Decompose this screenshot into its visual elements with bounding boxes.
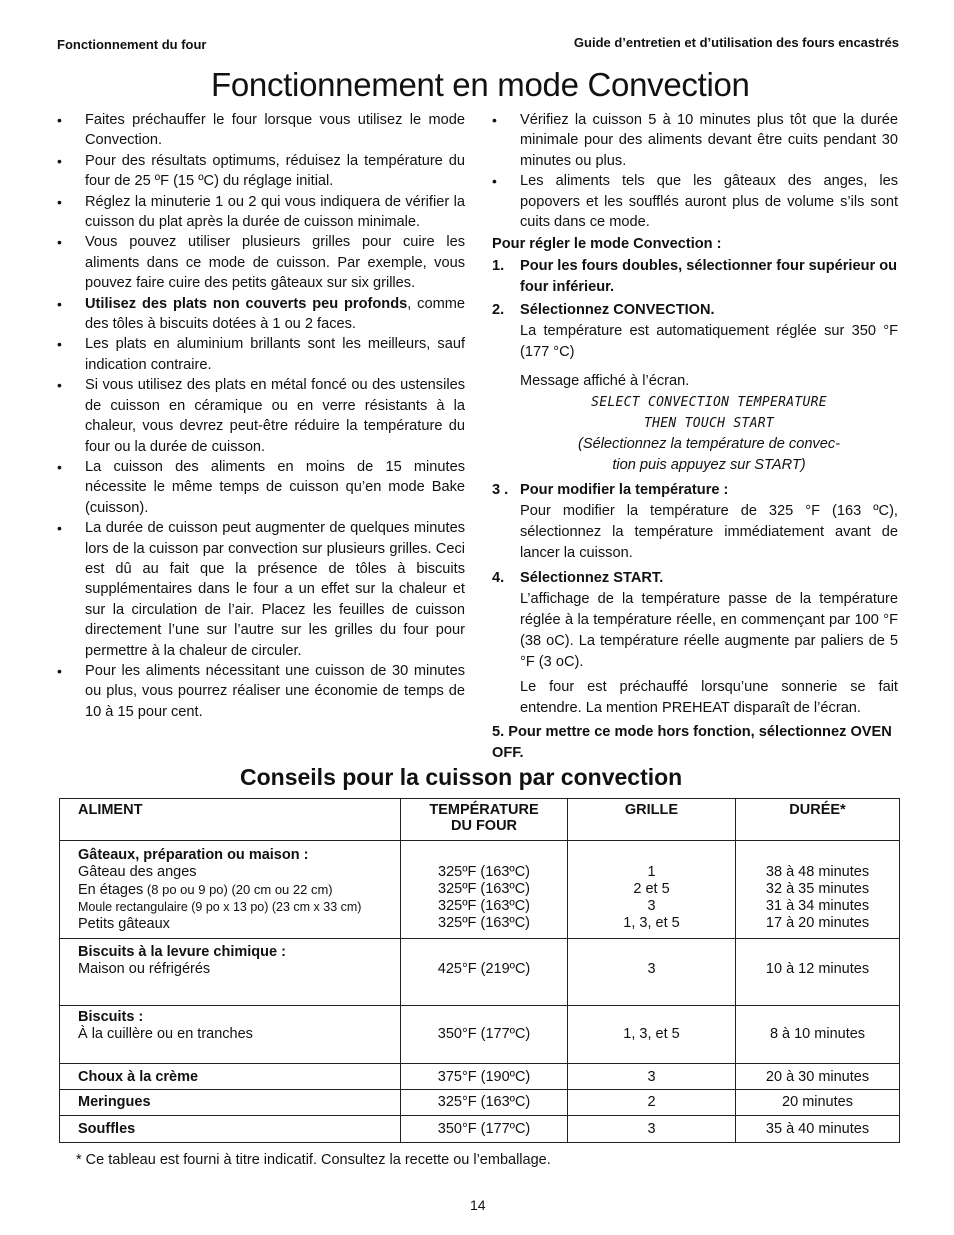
time-value: 32 à 35 minutes [765, 881, 870, 897]
step-body: Le four est préchauffé lorsqu’une sonnerie se fait entendre. La mention PREHEAT disparaît de l’écran. [520, 679, 898, 717]
item-text: Réglez la minuterie 1 ou 2 qui vous indiquera de vérifier la cuisson du plat après la durée de cuisson minimale. [85, 193, 465, 231]
display-message-line2: THEN TOUCH START [643, 416, 775, 432]
table-row [60, 841, 900, 939]
food-cell [60, 841, 401, 939]
temp-cell [401, 841, 568, 939]
item-text: Pour des résultats optimums, réduisez la température du four de 25 ºF (15 ºC) du réglage initial. [85, 152, 465, 190]
step-body: L’affichage de la température passe de la température réglée à la température réelle, en commençant par 100 °F (38 oC). La température réelle augmente par paliers de 5 °F (3 oC). [520, 591, 898, 671]
rack-value: 2 et 5 [633, 881, 670, 897]
item-text: La cuisson des aliments en moins de 15 minutes nécessite le même temps de cuisson qu’en mode Bake (cuisson). [85, 458, 465, 516]
temp-cell: 425°F (219ºC) [401, 939, 568, 1006]
temp-cell: 375°F (190ºC) [401, 1064, 568, 1090]
header-temp [401, 799, 568, 841]
temp-cell: 350°F (177ºC) [401, 1116, 568, 1143]
table-header-row [60, 799, 900, 841]
step-number: 5. [492, 724, 505, 741]
time-cell: 20 à 30 minutes [736, 1064, 900, 1090]
item-text: , comme des tôles à biscuits dotées à 1 ou 2 faces. [85, 295, 465, 333]
food-item [78, 899, 400, 916]
display-message-line1: SELECT CONVECTION TEMPERATURE [591, 395, 827, 411]
food-group: Biscuits à la levure chimique : [78, 944, 286, 960]
procedure-label: Pour régler le mode Convection : [492, 236, 722, 253]
time-cell: 20 minutes [736, 1090, 900, 1116]
time-value: 31 à 34 minutes [765, 898, 870, 914]
step-1 [492, 256, 898, 298]
step-5 [492, 722, 898, 764]
food-group: Biscuits : [78, 1009, 144, 1025]
list-item [57, 110, 465, 151]
page-number: 14 [470, 1197, 486, 1213]
item-note: (8 po ou 9 po) (20 cm ou 22 cm) [143, 882, 333, 897]
food-cell: Souffles [60, 1116, 401, 1143]
food-cell [60, 939, 401, 1006]
step-body: Pour modifier la température de 325 °F (163 ºC), sélectionnez la température immédiatement avant de lancer la cuisson. [520, 503, 898, 562]
item-text: Vous pouvez utiliser plusieurs grilles pour cuire les aliments dans ce mode de cuisson. Par exemple, vous pouvez faire cuire des petits gâteaux sur six grilles. [85, 234, 465, 292]
table-row [60, 1090, 900, 1116]
list-item: • Les aliments tels que les gâteaux des anges, les popovers et les soufflés auront plus de volume s’ils sont cuits dans ce mode. [492, 171, 898, 232]
item-name: En étages [78, 882, 144, 898]
rack-cell: 1, 3, et 5 [568, 1006, 736, 1064]
tips-list-right [492, 110, 898, 232]
convection-table [59, 798, 900, 1143]
table-row [60, 939, 900, 1006]
step-title: Pour mettre ce mode hors fonction, sélectionnez OVEN OFF. [492, 724, 892, 762]
tips-list [57, 110, 465, 722]
table-row [60, 1116, 900, 1143]
rack-cell: 3 [568, 939, 736, 1006]
food-item [78, 881, 400, 899]
table-footnote: * Ce tableau est fourni à titre indicatif. Consultez la recette ou l’emballage. [76, 1152, 551, 1168]
time-cell: 8 à 10 minutes [736, 1006, 900, 1064]
bold-lead: Utilisez des plats non couverts peu profonds [85, 295, 408, 312]
translation-line2: tion puis appuyez sur START) [612, 457, 806, 474]
table-title: Conseils pour la cuisson par convection [240, 764, 683, 790]
step-number: 3 . [492, 482, 509, 499]
temp-cell: 325°F (163ºC) [401, 1090, 568, 1116]
food-cell: Meringues [60, 1090, 401, 1116]
food-cell [60, 1006, 401, 1064]
rack-value: 3 [647, 898, 656, 914]
time-value: 38 à 48 minutes [765, 864, 870, 880]
temp-value: 325ºF (163ºC) [438, 915, 530, 931]
list-item [57, 661, 465, 722]
food-item: Gâteau des anges [78, 864, 197, 880]
list-item: • Vérifiez la cuisson 5 à 10 minutes plus tôt que la durée minimale pour des aliments devant être cuits pendant 30 minutes ou plus. [492, 110, 898, 171]
table-row [60, 1064, 900, 1090]
header-temp-line1: TEMPÉRATURE [429, 802, 539, 818]
table-row [60, 1006, 900, 1064]
step-2 [492, 300, 898, 476]
header-time: DURÉE* [736, 799, 900, 841]
header-rack: GRILLE [568, 799, 736, 841]
time-cell: 35 à 40 minutes [736, 1116, 900, 1143]
step-number: 2. [492, 302, 505, 319]
list-item [57, 192, 465, 233]
message-label: Message affiché à l’écran. [520, 373, 690, 390]
rack-cell: 2 [568, 1090, 736, 1116]
step-title: Pour modifier la température : [520, 482, 729, 499]
item-note: (9 po x 13 po) (23 cm x 33 cm) [187, 900, 362, 914]
list-item [57, 232, 465, 293]
item-name: Moule rectangulaire [78, 900, 188, 914]
step-number: 4. [492, 570, 505, 587]
step-body: La température est automatiquement réglée sur 350 °F (177 °C) [520, 323, 898, 361]
temp-value: 325ºF (163ºC) [438, 864, 530, 880]
temp-value: 325ºF (163ºC) [438, 881, 530, 897]
header-food: ALIMENT [60, 799, 401, 841]
list-item [57, 375, 465, 457]
rack-value: 1, 3, et 5 [623, 915, 680, 931]
food-item: Maison ou réfrigérés [78, 961, 211, 977]
item-text: Les plats en aluminium brillants sont les meilleurs, sauf indication contraire. [85, 336, 465, 373]
step-4 [492, 568, 898, 719]
time-cell: 10 à 12 minutes [736, 939, 900, 1006]
step-3 [492, 480, 898, 564]
list-item [57, 518, 465, 661]
rack-value: 1 [647, 864, 656, 880]
list-item [57, 151, 465, 192]
rack-cell: 3 [568, 1064, 736, 1090]
section-header: Fonctionnement du four [57, 37, 207, 52]
rack-cell [568, 841, 736, 939]
step-title: Pour les fours doubles, sélectionner four supérieur ou four inférieur. [520, 258, 898, 296]
rack-cell: 3 [568, 1116, 736, 1143]
list-item [57, 457, 465, 518]
item-text: Faites préchauffer le four lorsque vous utilisez le mode Convection. [85, 112, 465, 149]
translation-line1: (Sélectionnez la température de convec- [577, 436, 841, 453]
time-value: 17 à 20 minutes [765, 915, 870, 931]
food-cell: Choux à la crème [60, 1064, 401, 1090]
temp-cell: 350°F (177ºC) [401, 1006, 568, 1064]
guide-header: Guide d’entretien et d’utilisation des fours encastrés [573, 35, 899, 50]
food-group: Gâteaux, préparation ou maison : [78, 847, 309, 863]
item-text: La durée de cuisson peut augmenter de quelques minutes lors de la cuisson par convection sur plusieurs grilles. Ceci est dû au fait que la présence de tôles à biscuits supplémentaires dans le four a un effet sur la chaleur et sur la circulation de l’air. Placez les feuilles de cuisson directement l’une sur l’autre sur les grilles du four pour permettre à la chaleur de circuler. [85, 520, 465, 659]
step-title: Sélectionnez START. [520, 570, 664, 587]
food-item: À la cuillère ou en tranches [78, 1026, 253, 1042]
time-cell [736, 841, 900, 939]
food-item: Petits gâteaux [78, 916, 170, 932]
header-temp-line2: DU FOUR [450, 818, 518, 834]
step-number: 1. [492, 258, 505, 275]
list-item [57, 334, 465, 375]
item-text: Pour les aliments nécessitant une cuisson de 30 minutes ou plus, vous pourrez réaliser une économie de temps de 10 à 15 pour cent. [85, 662, 465, 720]
temp-value: 325ºF (163ºC) [438, 898, 530, 914]
right-column [492, 110, 898, 764]
left-column [57, 110, 465, 722]
list-item [57, 294, 465, 335]
page-title: Fonctionnement en mode Convection [211, 66, 750, 103]
item-text: Si vous utilisez des plats en métal foncé ou des ustensiles de cuisson en céramique ou en verre résistants à la chaleur, vous devrez peut-être réduire la température du four ou la durée de cuisson. [85, 377, 465, 455]
step-title: Sélectionnez CONVECTION. [520, 302, 715, 319]
